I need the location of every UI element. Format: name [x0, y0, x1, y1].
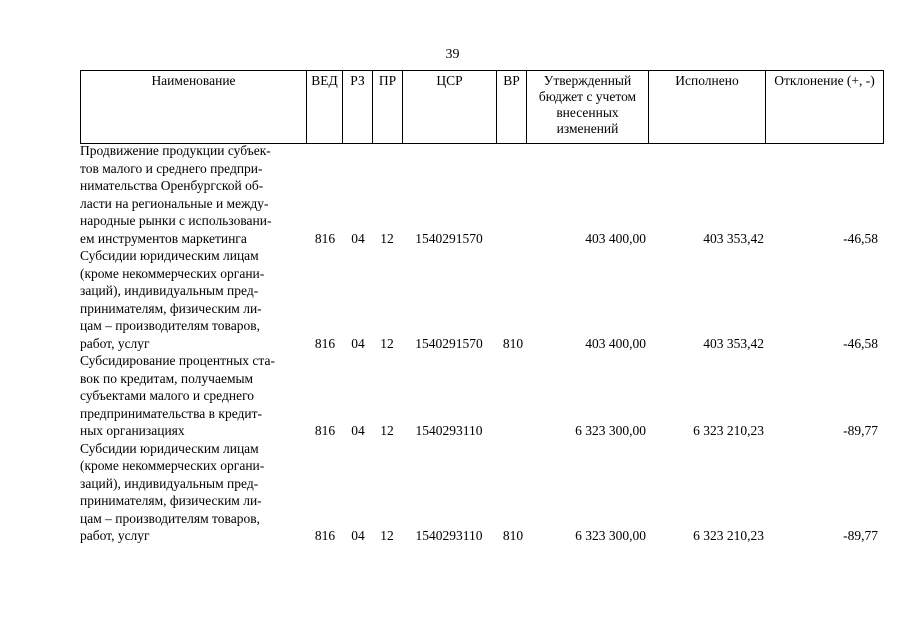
- cell-executed: 403 353,42: [703, 230, 764, 246]
- cell-vr: 810: [502, 335, 524, 351]
- cell-budget: 403 400,00: [585, 230, 646, 246]
- cell-deviation: -89,77: [843, 423, 878, 438]
- name-line: работ, услуг: [80, 528, 150, 543]
- cell-ved: 816: [314, 528, 336, 543]
- header-deviation: Отклонение (+, -): [766, 71, 884, 144]
- cell-csr: 1540291570: [415, 335, 483, 351]
- header-executed: Исполнено: [649, 71, 766, 144]
- cell-pr: 12: [380, 528, 394, 543]
- table-header: [80, 70, 884, 144]
- cell-csr: 1540291570: [415, 230, 483, 246]
- name-line: принимателям, физическим ли-: [80, 493, 262, 508]
- name-line: Субсидии юридическим лицам: [80, 248, 259, 263]
- row-name: [80, 247, 310, 352]
- header-csr: ЦСР: [403, 71, 497, 144]
- name-line: цам – производителям товаров,: [80, 510, 260, 526]
- row-name: [80, 440, 310, 545]
- cell-pr: 12: [380, 230, 394, 246]
- name-line: ласти на региональные и между-: [80, 195, 269, 211]
- name-line: (кроме некоммерческих органи-: [80, 458, 265, 473]
- name-line: заций), индивидуальным пред-: [80, 475, 259, 491]
- cell-deviation: -46,58: [843, 230, 878, 246]
- cell-vr: 810: [502, 528, 524, 543]
- page-number: 39: [445, 47, 460, 62]
- name-line: ных организациях: [80, 423, 185, 438]
- cell-rz: 04: [351, 335, 365, 351]
- cell-ved: 816: [314, 230, 336, 246]
- table-row: [80, 247, 883, 352]
- row-name: [80, 352, 310, 440]
- cell-executed: 403 353,42: [703, 335, 764, 351]
- name-line: вок по кредитам, получаемым: [80, 370, 254, 386]
- cell-deviation: -46,58: [843, 335, 878, 351]
- header-pr: ПР: [373, 71, 403, 144]
- table-row: [80, 440, 883, 545]
- name-line: народные рынки с использовани-: [80, 213, 272, 228]
- cell-csr: 1540293110: [415, 423, 483, 438]
- name-line: (кроме некоммерческих органи-: [80, 265, 265, 281]
- name-line: предпринимательства в кредит-: [80, 405, 262, 421]
- cell-csr: 1540293110: [415, 528, 483, 543]
- name-line: заций), индивидуальным пред-: [80, 283, 259, 298]
- name-line: ем инструментов маркетинга: [80, 230, 247, 246]
- cell-budget: 6 323 300,00: [575, 423, 646, 438]
- header-budget: Утвержденный бюджет с учетом внесенных изменений: [527, 71, 649, 144]
- cell-deviation: -89,77: [843, 528, 878, 543]
- table-row: [80, 142, 883, 247]
- cell-rz: 04: [351, 528, 365, 543]
- name-line: Субсидии юридическим лицам: [80, 440, 259, 456]
- header-vr: ВР: [497, 71, 527, 144]
- row-name: [80, 142, 310, 247]
- cell-pr: 12: [380, 423, 394, 438]
- name-line: тов малого и среднего предпри-: [80, 160, 263, 176]
- cell-rz: 04: [351, 230, 365, 246]
- table-row: [80, 352, 883, 440]
- cell-ved: 816: [314, 335, 336, 351]
- cell-budget: 403 400,00: [585, 335, 646, 351]
- name-line: нимательства Оренбургской об-: [80, 178, 264, 193]
- name-line: работ, услуг: [80, 335, 150, 351]
- name-line: цам – производителям товаров,: [80, 318, 260, 333]
- header-ved: ВЕД: [307, 71, 343, 144]
- cell-rz: 04: [351, 423, 365, 438]
- name-line: Продвижение продукции субъек-: [80, 143, 271, 158]
- cell-executed: 6 323 210,23: [693, 528, 764, 543]
- cell-budget: 6 323 300,00: [575, 528, 646, 543]
- name-line: Субсидирование процентных ста-: [80, 353, 275, 368]
- cell-executed: 6 323 210,23: [693, 423, 764, 438]
- name-line: субъектами малого и среднего: [80, 388, 255, 403]
- cell-ved: 816: [314, 423, 336, 438]
- header-rz: РЗ: [343, 71, 373, 144]
- cell-pr: 12: [380, 335, 394, 351]
- header-name: Наименование: [81, 71, 307, 144]
- name-line: принимателям, физическим ли-: [80, 300, 262, 316]
